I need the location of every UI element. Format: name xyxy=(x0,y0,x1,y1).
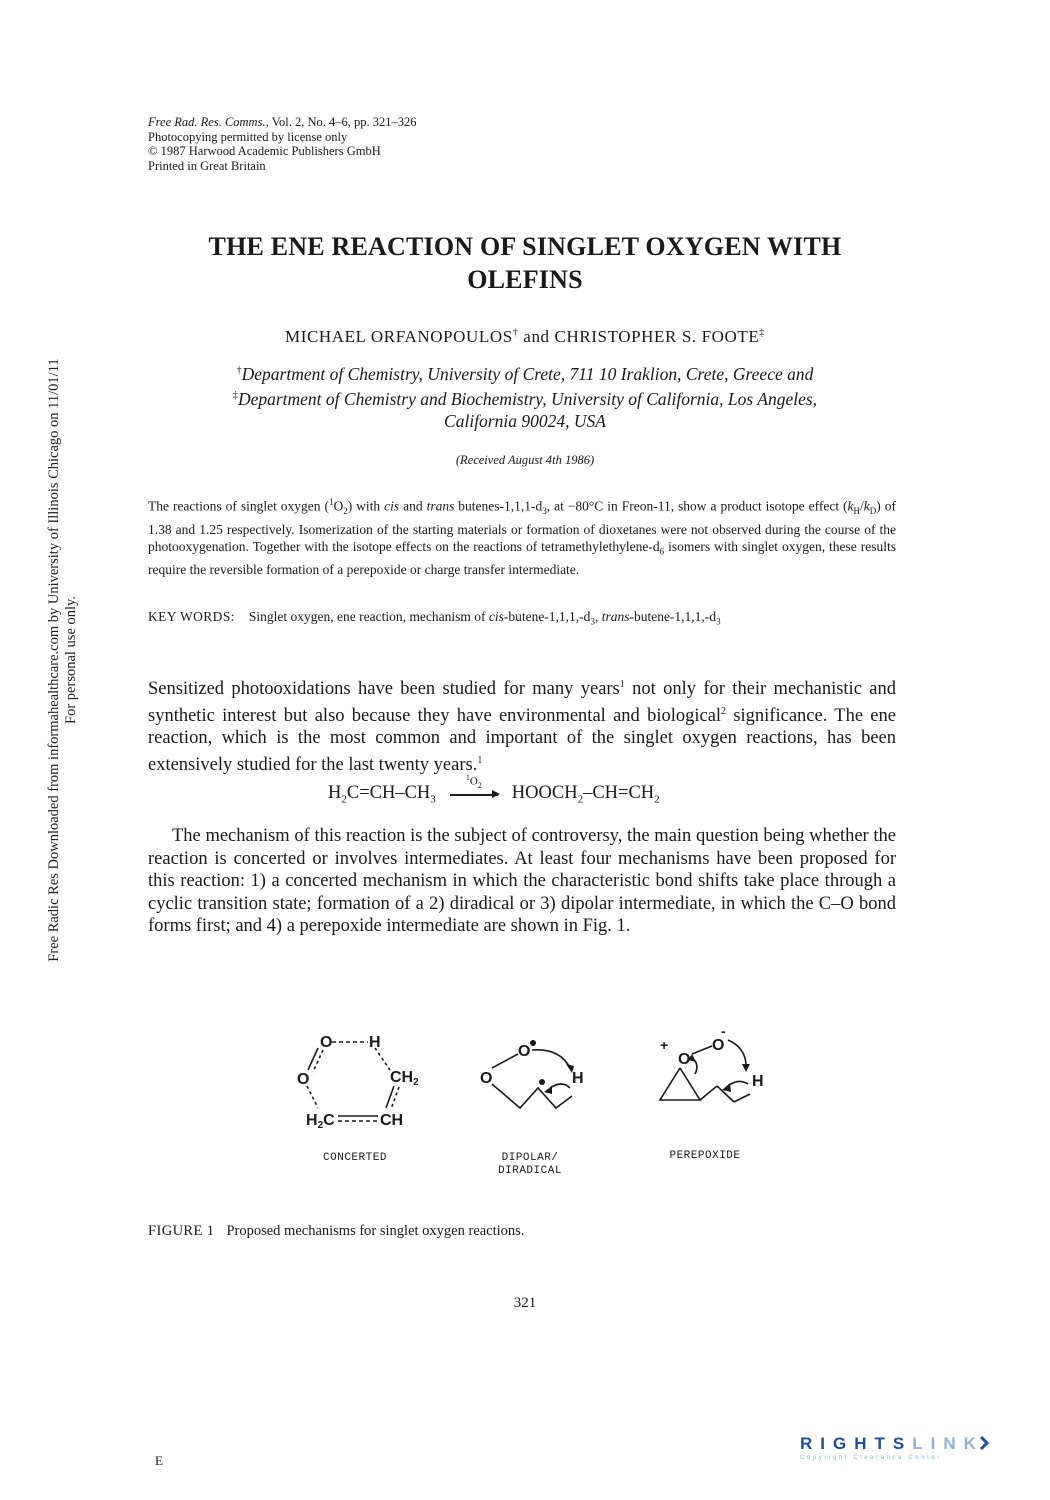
watermark-line-1: Free Radic Res Downloaded from informahealthcare.com by University of Illinois Chicago on 11/01/11 xyxy=(46,358,62,962)
abstract-text: ) of 1.38 and 1.25 respectively. Isomerization of the starting materials or formation of dioxetanes were not observed during the course of the photooxygenation. Together with the isotope effects on the reactions of tetramethylethylene-d xyxy=(148,498,896,555)
abstract-text: ) with xyxy=(347,498,385,514)
reagent-text: O xyxy=(469,775,478,788)
atom-o: O xyxy=(320,1034,333,1051)
arrow-head-icon xyxy=(722,1083,731,1092)
rightslink-word-b: LINK xyxy=(912,1434,984,1453)
title-line-2: OLEFINS xyxy=(467,265,583,294)
abstract-sub: D xyxy=(869,506,877,517)
atom-h: H xyxy=(369,1034,381,1051)
affiliation-1-text: Department of Chemistry, University of Crete, 711 10 Iraklion, Crete, Greece and xyxy=(241,363,814,384)
keywords-italic: trans xyxy=(601,609,630,624)
concerted-structure xyxy=(307,1042,399,1121)
label-perepoxide: PEREPOXIDE xyxy=(669,1150,741,1162)
equation-text: H xyxy=(328,783,342,803)
atom-h2c: H2C xyxy=(306,1112,335,1131)
equation-sub: 3 xyxy=(430,793,436,806)
label-dipolar-line-1: DIPOLAR/ xyxy=(501,1152,559,1164)
label-dipolar-line-2: DIRADICAL xyxy=(498,1165,562,1177)
printed-line: Printed in Great Britain xyxy=(148,158,266,173)
mechanism-diagram xyxy=(280,1020,800,1140)
rightslink-tagline: Copyright Clearance Center xyxy=(800,1455,942,1461)
atom-ch: CH xyxy=(380,1112,404,1129)
abstract-text: The reactions of singlet oxygen ( xyxy=(148,498,329,514)
atom-o: O xyxy=(678,1051,691,1068)
affiliations xyxy=(140,360,910,432)
radical-dot-icon xyxy=(530,1040,536,1046)
atom-o: O xyxy=(297,1071,310,1088)
equation-sub: 2 xyxy=(341,793,347,806)
affiliation-2-text: Department of Chemistry and Biochemistry, University of California, Los Angeles, xyxy=(237,388,818,409)
copyright-line: © 1987 Harwood Academic Publishers GmbH xyxy=(148,144,381,158)
body-paragraph-1 xyxy=(148,674,896,776)
atom-ch2: CH2 xyxy=(390,1069,419,1088)
label-dipolar xyxy=(480,1152,580,1178)
rightslink-wordmark xyxy=(800,1434,1035,1454)
abstract-italic: trans xyxy=(426,498,455,514)
license-line: Photocopying permitted by license only xyxy=(148,129,348,144)
arrow-head-icon xyxy=(742,1064,750,1072)
watermark-line-2: For personal use only. xyxy=(63,596,79,724)
affiliation-2-mark: ‡ xyxy=(232,389,238,401)
citation-details: , Vol. 2, No. 4–6, pp. 321–326 xyxy=(265,115,417,129)
paragraph-text: Sensitized photooxidations have been studied for many years xyxy=(148,679,620,700)
equation-sub: 2 xyxy=(577,793,584,806)
atom-o: O xyxy=(518,1043,531,1060)
author-2: CHRISTOPHER S. FOOTE xyxy=(554,327,760,346)
figure-caption xyxy=(148,1223,524,1240)
mechanism-figure xyxy=(280,1020,800,1177)
equation-sub: 2 xyxy=(654,793,660,806)
radical-dot-icon xyxy=(539,1079,545,1085)
journal-header xyxy=(148,115,417,173)
charge-plus: + xyxy=(660,1037,669,1053)
abstract-italic: k xyxy=(863,498,870,514)
ene-equation xyxy=(328,773,660,806)
abstract-text: butenes-1,1,1-d xyxy=(454,498,543,514)
affiliation-1 xyxy=(140,360,910,385)
footer-letter: E xyxy=(155,1453,163,1468)
abstract-sub: H xyxy=(853,506,861,517)
affiliation-3: California 90024, USA xyxy=(444,410,606,431)
paragraph-text: significance. The ene reaction, which is the most common and important of the singlet oxygen reactions, has been extensively studied for the last twenty years. xyxy=(148,705,896,775)
title-line-1: THE ENE REACTION OF SINGLET OXYGEN WITH xyxy=(208,232,842,261)
perepoxide-structure xyxy=(660,1040,750,1102)
reaction-arrow xyxy=(450,773,498,796)
affiliation-1-mark: † xyxy=(236,365,242,376)
author-1-mark: † xyxy=(512,327,519,339)
author-2-mark: ‡ xyxy=(759,327,765,339)
atom-o: O xyxy=(712,1037,725,1054)
abstract-sub: 3 xyxy=(542,506,547,517)
equation-text: –CH=CH xyxy=(583,783,655,803)
download-watermark xyxy=(2,300,79,1020)
citation-line xyxy=(148,115,417,130)
rightslink-chevron-icon xyxy=(978,1436,992,1450)
abstract-sup: 1 xyxy=(328,497,334,507)
keywords-text: , xyxy=(594,609,602,624)
page-number: 321 xyxy=(513,1295,537,1311)
abstract-sub: 6 xyxy=(659,546,665,557)
author-connector: and xyxy=(518,327,555,346)
keywords-text: -butene-1,1,1,-d xyxy=(503,609,591,624)
paragraph-text: not only for their mechanistic and synthetic interest but also because they have environmental and biological xyxy=(148,679,896,726)
received-date: (Received August 4th 1986) xyxy=(455,453,595,467)
reagent-sup: 1 xyxy=(465,773,470,782)
arrow-reagent xyxy=(450,773,498,790)
keywords-sub: 3 xyxy=(716,616,721,627)
abstract-italic: cis xyxy=(384,498,400,514)
caption-text: Proposed mechanisms for singlet oxygen reactions. xyxy=(226,1223,525,1239)
abstract-text: isomers with singlet oxygen, these results require the reversible formation of a perepoxide or charge transfer intermediate. xyxy=(148,539,896,578)
author-list xyxy=(140,327,910,347)
equation-text: HOOCH xyxy=(511,783,578,803)
rightslink-logo[interactable] xyxy=(800,1434,1035,1468)
dipolar-structure xyxy=(492,1050,572,1108)
atom-h: H xyxy=(752,1073,764,1090)
arrow-head-icon xyxy=(544,1086,552,1094)
journal-name: Free Rad. Res. Comms. xyxy=(148,115,266,129)
caption-label: FIGURE 1 xyxy=(148,1223,215,1239)
reagent-sub: 2 xyxy=(477,780,482,790)
keywords-text: Singlet oxygen, ene reaction, mechanism of xyxy=(248,609,489,624)
reference-mark: 2 xyxy=(721,705,727,717)
abstract xyxy=(148,494,896,579)
keywords-text: -butene-1,1,1,-d xyxy=(629,609,717,624)
keywords xyxy=(148,609,908,627)
atom-o: O xyxy=(480,1070,493,1087)
abstract-text: and xyxy=(399,498,427,514)
label-concerted: CONCERTED xyxy=(323,1152,387,1164)
abstract-text: O xyxy=(333,498,344,514)
body-paragraph-2: The mechanism of this reaction is the subject of controversy, the main question being whether the reaction is concerted or involves intermediates. At least four mechanisms have been proposed for this reaction: 1) a concerted mechanism in which the characteristic bond shifts take place through a cyclic transition state; formation of a 2) diradical or 3) dipolar intermediate, in which the C–O bond forms first; and 4) a perepoxide intermediate are shown in Fig. 1. xyxy=(148,826,896,936)
keywords-sub: 3 xyxy=(590,616,595,627)
keywords-label: KEY WORDS: xyxy=(148,609,235,624)
author-1: MICHAEL ORFANOPOULOS xyxy=(285,327,513,346)
reference-mark: 1 xyxy=(477,754,483,766)
atom-h: H xyxy=(572,1070,584,1087)
abstract-text: / xyxy=(860,498,864,514)
abstract-sub: 2 xyxy=(343,506,348,517)
equation-text: C=CH–CH xyxy=(346,783,431,803)
rightslink-word-a: RIGHTS xyxy=(800,1434,913,1453)
abstract-text: , at −80°C in Freon-11, show a product isotope effect ( xyxy=(546,498,848,514)
keywords-italic: cis xyxy=(488,609,504,624)
affiliation-2 xyxy=(140,385,910,410)
reference-mark: 1 xyxy=(619,679,625,690)
arrow-line xyxy=(450,794,498,796)
charge-minus: - xyxy=(721,1023,726,1039)
abstract-italic: k xyxy=(847,498,854,514)
article-title xyxy=(140,230,910,296)
